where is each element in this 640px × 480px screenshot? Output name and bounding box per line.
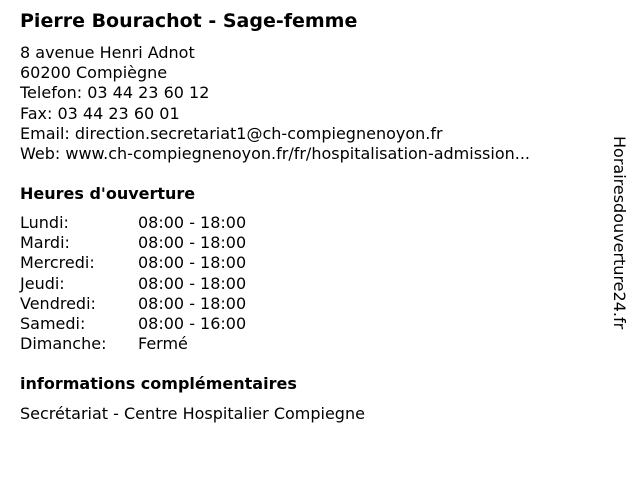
page-title: Pierre Bourachot - Sage-femme: [20, 10, 358, 32]
hours-row-sunday: [20, 334, 246, 354]
info-heading: informations complémentaires: [20, 374, 297, 393]
day-label: Mardi:: [20, 233, 70, 253]
day-hours: 08:00 - 18:00: [138, 273, 247, 293]
day-label: Mercredi:: [20, 253, 95, 273]
address-city: 60200 Compiègne: [20, 63, 168, 83]
hours-row-tuesday: [20, 233, 246, 253]
day-label: Vendredi:: [20, 293, 96, 313]
site-watermark: Horairesdouverture24.fr: [610, 136, 629, 330]
hours-row-thursday: [20, 274, 246, 294]
hours-table: [20, 213, 246, 354]
day-hours: 08:00 - 18:00: [138, 253, 247, 273]
address-street: 8 avenue Henri Adnot: [20, 43, 195, 62]
day-label: Samedi:: [20, 314, 86, 334]
hours-heading: Heures d'ouverture: [20, 184, 196, 203]
day-hours: Fermé: [138, 334, 188, 354]
day-hours: 08:00 - 16:00: [138, 314, 247, 334]
day-label: Dimanche:: [20, 334, 107, 354]
fax-number: Fax: 03 44 23 60 01: [20, 103, 180, 123]
website-link[interactable]: Web: www.ch-compiegnenoyon.fr/fr/hospitalisation-admission...: [20, 144, 531, 164]
hours-row-wednesday: [20, 253, 246, 273]
day-label: Jeudi:: [20, 273, 65, 293]
email-address[interactable]: Email: direction.secretariat1@ch-compiegnenoyon.fr: [20, 123, 443, 143]
day-hours: 08:00 - 18:00: [138, 233, 247, 253]
hours-row-friday: [20, 294, 246, 314]
contact-block: [20, 43, 530, 164]
info-text: Secrétariat - Centre Hospitalier Compiegne: [20, 404, 365, 423]
day-hours: 08:00 - 18:00: [138, 293, 247, 313]
hours-row-monday: [20, 213, 246, 233]
day-hours: 08:00 - 18:00: [138, 213, 247, 232]
phone-number[interactable]: Telefon: 03 44 23 60 12: [20, 83, 210, 103]
day-label: Lundi:: [20, 213, 69, 232]
hours-row-saturday: [20, 314, 246, 334]
